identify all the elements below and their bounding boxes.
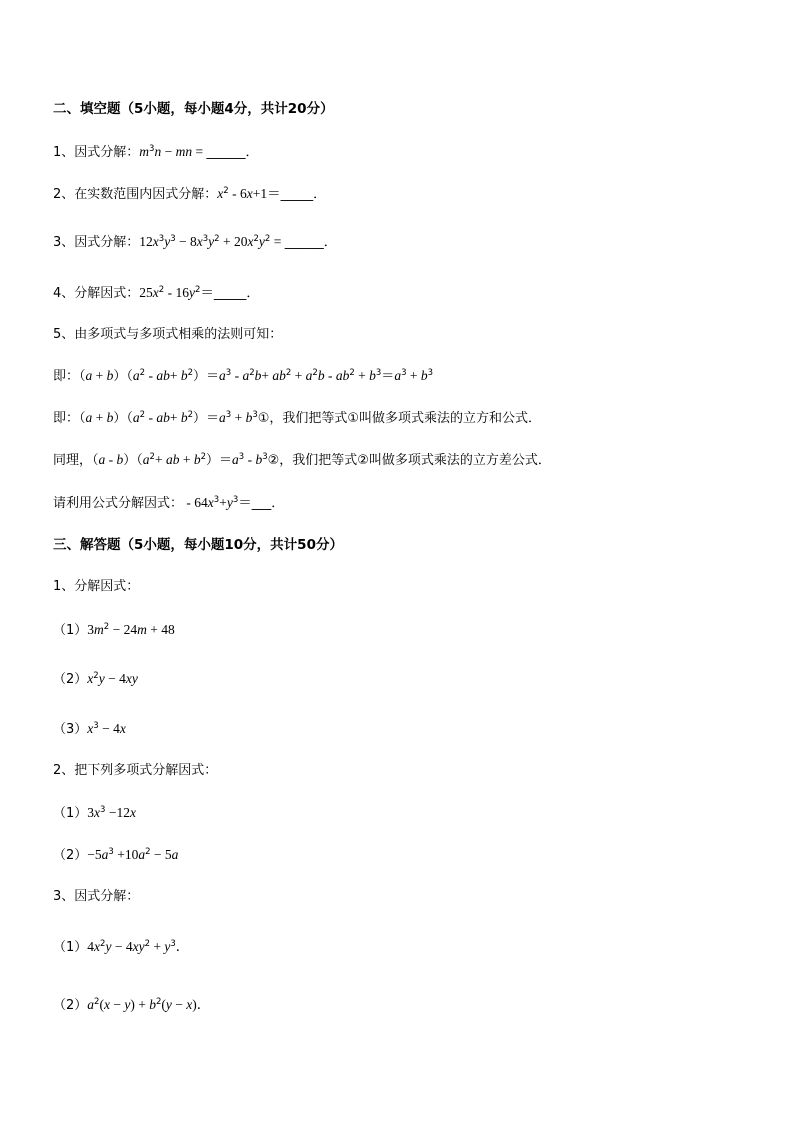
question-3-1-item-1 [53,621,175,640]
sentence-end: ． [271,496,285,511]
question-2-5-task [53,494,284,513]
question-2-1 [53,143,258,162]
item-label: （2） [53,998,88,1013]
answer-blank: ______ [206,145,246,160]
item-label: （2） [53,848,88,863]
item-label: （2） [53,672,88,687]
question-3-3-intro: 3、因式分解： [53,889,140,904]
question-prefix: 请利用公式分解因式： [53,496,184,511]
math-expression: $x^2y - 4xy$ [87,671,138,686]
question-prefix: 1、因式分解： [53,145,140,160]
math-expression: $3x^3 -12x$ [87,805,136,820]
item-label: （1） [53,806,88,821]
math-expression: $12x^3y^3 - 8x^3y^2 + 20x^2y^2$ = [139,234,285,249]
question-3-3-item-2 [53,996,210,1015]
section-2-title: 二、填空题（5小题，每小题4分，共计20分） [53,101,334,117]
question-2-4 [53,284,259,303]
math-expression: $a^2(x - y) + b^2(y - x)$． [87,997,211,1012]
question-2-3 [53,233,337,252]
question-3-2-item-2 [53,846,178,865]
question-3-1-intro: 1、分解因式： [53,579,140,594]
math-expression: $3m^2 - 24m + 48$ [87,622,175,637]
section-3-title: 三、解答题（5小题，每小题10分，共计50分） [53,537,343,553]
question-prefix: 2、在实数范围内因式分解： [53,187,218,202]
sentence-end: ． [313,187,327,202]
question-prefix: 3、因式分解： [53,235,140,250]
question-2-5-sum-of-cubes-line: 即：$(a + b)(a^2 - ab+ b^2)=a^3$ + $b^3①$，我们把等式①叫做多项式乘法的立方和公式． [53,410,542,426]
answer-blank: _____ [280,187,314,202]
item-label: （1） [53,940,88,955]
sentence-end: ． [323,235,337,250]
question-3-3-item-1 [53,938,189,957]
question-2-5-difference-of-cubes-line: 同理，$(a - b)(a^2+$ ab + $b^2)=a^3$ - $b^3②$，我们把等式②叫做多项式乘法的立方差公式． [53,452,551,468]
answer-blank: _____ [213,286,247,301]
question-2-5-intro: 5、由多项式与多项式相乘的法则可知： [53,327,283,342]
item-label: （3） [53,722,88,737]
sentence-end: ． [245,145,259,160]
question-3-2-intro: 2、把下列多项式分解因式： [53,763,218,778]
math-expression: - $64x^3+y^3=$ [183,495,252,510]
math-expression: $x^2 - 6x+1=$ [217,186,281,201]
sentence-end: ． [246,286,260,301]
answer-blank: ___ [251,496,272,511]
math-expression: $m^3n$ − mn = [139,144,207,159]
math-expression: $25x^2 - 16y^2=$ [139,285,214,300]
question-3-1-item-3 [53,720,126,739]
question-2-5-identity-line: 即：$(a + b)(a^2 - ab+ b^2)=a^3 - a^2b+ ab^2 + a^2b - ab^2 + b^3=a^3 + b^3$ [53,368,434,384]
question-prefix: 4、分解因式： [53,286,140,301]
question-3-1-item-2 [53,670,138,689]
math-expression: $-5a^3 +10a^2 - 5a$ [87,847,179,862]
question-2-2 [53,185,326,204]
math-expression: $x^3 - 4x$ [87,721,126,736]
item-label: （1） [53,623,88,638]
question-3-2-item-1 [53,804,136,823]
math-expression: $4x^2y - 4xy^2 + y^3$． [87,939,190,954]
answer-blank: ______ [284,235,324,250]
